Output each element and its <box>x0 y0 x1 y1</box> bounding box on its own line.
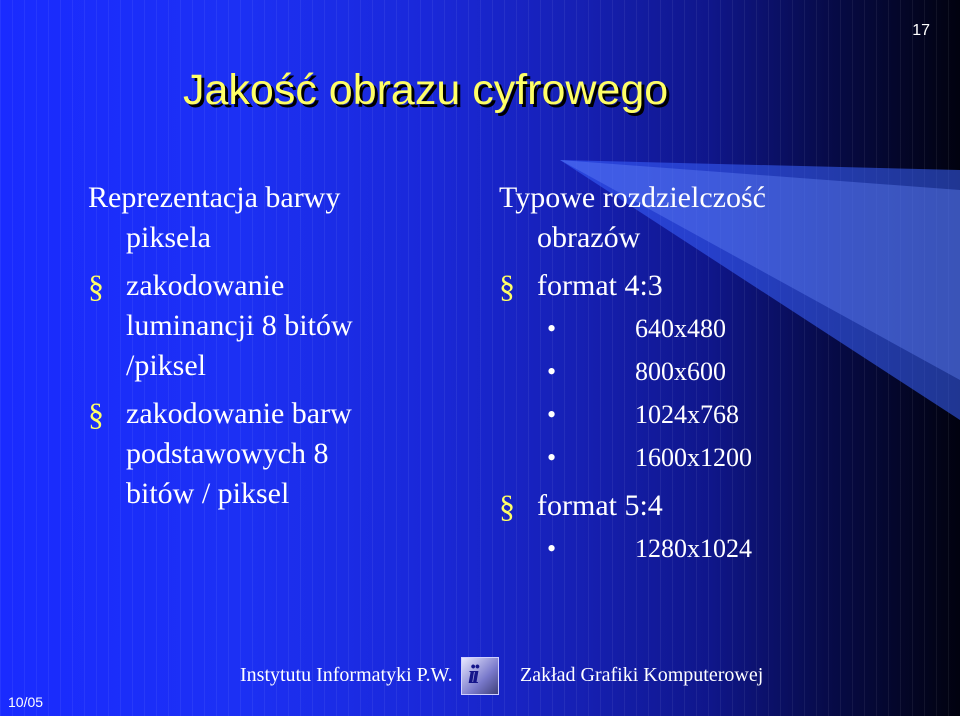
format-5-4-label: format 5:4 <box>537 489 663 522</box>
logo-text: ii <box>468 660 477 689</box>
left-item-2-line1: zakodowanie barw <box>126 397 352 430</box>
bullet-dot-icon: • <box>547 443 557 472</box>
right-column <box>499 178 929 569</box>
page-number: 17 <box>912 22 930 39</box>
left-column <box>88 178 468 514</box>
left-item-1-text <box>126 266 353 386</box>
footer-institute: Instytutu Informatyki P.W. <box>240 664 453 686</box>
format-4-3-label: format 4:3 <box>537 269 663 302</box>
resolution-item <box>499 394 929 435</box>
bullet-dot-icon: • <box>547 314 557 343</box>
left-item-1-line2: luminancji 8 bitów <box>126 309 353 342</box>
right-heading <box>499 178 929 258</box>
footer-date: 10/05 <box>8 694 44 710</box>
left-heading-line1: Reprezentacja barwy <box>88 181 341 214</box>
bullet-dot-icon: • <box>547 357 557 386</box>
resolution-640x480: 640x480 <box>635 314 726 343</box>
resolution-1280x1024: 1280x1024 <box>635 534 752 563</box>
bullet-dot-icon: • <box>547 534 557 563</box>
left-item-2 <box>88 394 468 514</box>
section-sign-icon: § <box>88 396 104 432</box>
bullet-dot-icon: • <box>547 400 557 429</box>
left-item-1 <box>88 266 468 386</box>
slide-title: Jakość obrazu cyfrowego <box>183 66 669 114</box>
resolution-item <box>499 351 929 392</box>
left-item-2-line3: bitów / piksel <box>126 477 290 510</box>
left-heading <box>88 178 468 258</box>
section-sign-icon: § <box>88 268 104 304</box>
left-item-1-line3: /piksel <box>126 349 206 382</box>
resolution-item <box>499 308 929 349</box>
resolution-1024x768: 1024x768 <box>635 400 739 429</box>
section-sign-icon: § <box>499 268 515 304</box>
resolution-item <box>499 437 929 478</box>
format-4-3 <box>499 266 929 306</box>
left-heading-line2: piksela <box>126 221 211 254</box>
left-item-2-line2: podstawowych 8 <box>126 437 329 470</box>
section-sign-icon: § <box>499 488 515 524</box>
left-item-2-text <box>126 394 352 514</box>
resolution-1600x1200: 1600x1200 <box>635 443 752 472</box>
institute-logo <box>461 657 499 695</box>
resolution-800x600: 800x600 <box>635 357 726 386</box>
right-heading-line2: obrazów <box>537 221 641 254</box>
footer-department: Zakład Grafiki Komputerowej <box>520 664 764 686</box>
resolution-item <box>499 528 929 569</box>
right-heading-line1: Typowe rozdzielczość <box>499 181 766 214</box>
left-item-1-line1: zakodowanie <box>126 269 285 302</box>
format-5-4 <box>499 486 929 526</box>
